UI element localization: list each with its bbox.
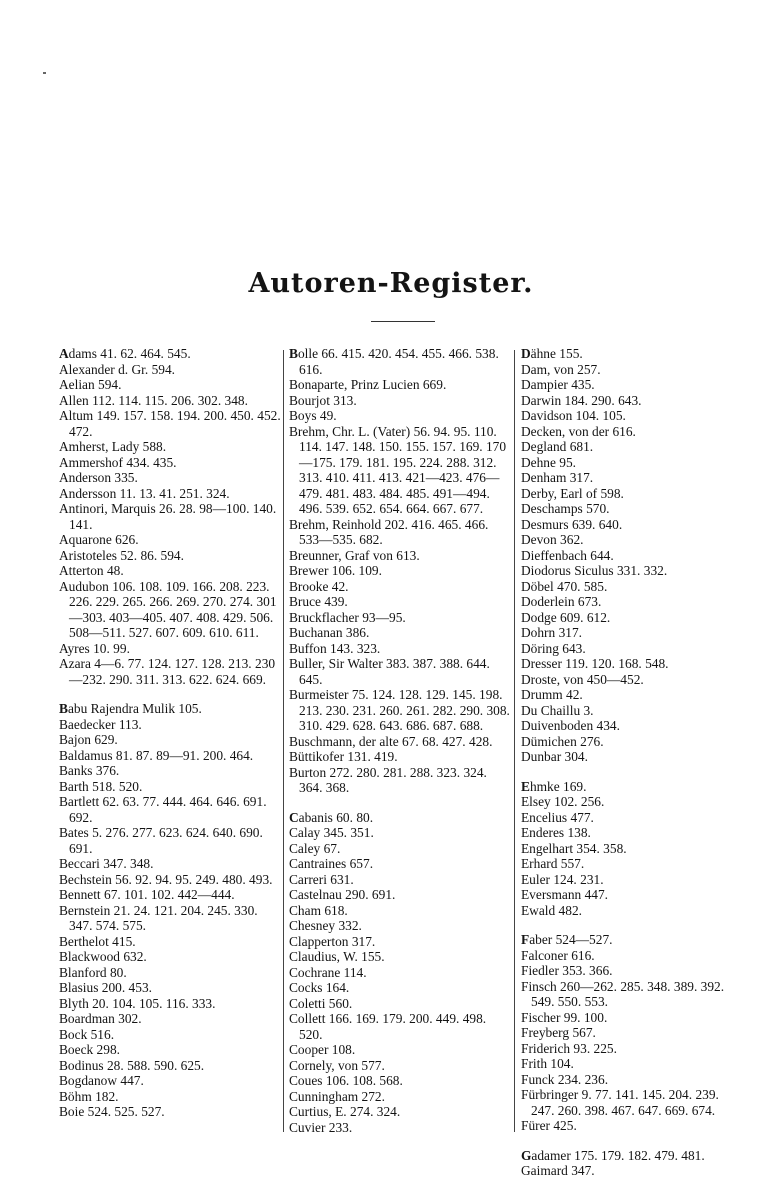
index-entry: Engelhart 354. 358. bbox=[521, 840, 627, 856]
index-entry: Bock 516. bbox=[59, 1026, 115, 1042]
index-entry: Dehne 95. bbox=[521, 454, 577, 470]
index-entry: Fischer 99. 100. bbox=[521, 1009, 608, 1025]
index-entry: Bolle 66. 415. 420. 454. 455. 466. 538. 616. bbox=[289, 346, 499, 377]
index-entry: Böhm 182. bbox=[59, 1088, 119, 1104]
index-entry: Enderes 138. bbox=[521, 825, 591, 840]
index-entry: Gadamer 175. 179. 182. 479. 481. bbox=[521, 1147, 705, 1163]
index-entry: Beccari 347. 348. bbox=[59, 856, 154, 871]
index-entry: Ehmke 169. bbox=[521, 778, 587, 794]
index-entry: Dampier 435. bbox=[521, 377, 595, 392]
index-entry: Du Chaillu 3. bbox=[521, 702, 594, 718]
index-entry: Deschamps 570. bbox=[521, 501, 610, 516]
index-entry: Burton 272. 280. 281. 288. 323. 324. 364. 368. bbox=[289, 764, 487, 795]
index-entry: Cuvier 233. bbox=[289, 1119, 353, 1135]
index-entry: Blasius 200. 453. bbox=[59, 980, 152, 995]
index-entry: Droste, von 450—452. bbox=[521, 671, 644, 687]
index-entry: Clapperton 317. bbox=[289, 933, 376, 949]
index-entry: Desmurs 639. 640. bbox=[521, 516, 623, 532]
index-entry: Coues 106. 108. 568. bbox=[289, 1073, 403, 1088]
index-entry: Caley 67. bbox=[289, 840, 341, 856]
index-entry: Cochrane 114. bbox=[289, 964, 367, 980]
index-entry: Boys 49. bbox=[289, 408, 337, 423]
index-entry: Bernstein 21. 24. 121. 204. 245. 330. 347. 574. 575. bbox=[59, 902, 258, 933]
index-entry: Brooke 42. bbox=[289, 578, 349, 594]
index-entry: Berthelot 415. bbox=[59, 933, 136, 949]
index-entry: Boardman 302. bbox=[59, 1011, 142, 1026]
index-entry: Faber 524—527. bbox=[521, 932, 613, 947]
index-entry: Duivenboden 434. bbox=[521, 718, 620, 733]
letter-group-gap bbox=[59, 687, 281, 701]
index-entry: Devon 362. bbox=[521, 532, 584, 547]
index-entry: Diodorus Siculus 331. 332. bbox=[521, 563, 668, 578]
index-entry: Calay 345. 351. bbox=[289, 825, 374, 840]
index-entry: Burmeister 75. 124. 128. 129. 145. 198. 213. 230. 231. 260. 261. 282. 290. 308. 310. 429. 628. 643. 686. 687. 688. bbox=[289, 687, 510, 733]
index-entry: Bruce 439. bbox=[289, 594, 348, 609]
index-entry: Cornely, von 577. bbox=[289, 1057, 385, 1073]
index-entry: Drumm 42. bbox=[521, 687, 583, 702]
index-entry: Degland 681. bbox=[521, 439, 594, 454]
index-entry: Cantraines 657. bbox=[289, 856, 374, 871]
index-entry: Elsey 102. 256. bbox=[521, 794, 605, 809]
index-entry: Bajon 629. bbox=[59, 732, 118, 747]
index-entry: Fiedler 353. 366. bbox=[521, 963, 613, 978]
index-entry: Boeck 298. bbox=[59, 1042, 120, 1057]
index-entry: Azara 4—6. 77. 124. 127. 128. 213. 230—232. 290. 311. 313. 622. 624. 669. bbox=[59, 656, 276, 687]
index-column-2 bbox=[289, 346, 511, 1135]
index-entry: Ewald 482. bbox=[521, 902, 582, 918]
index-entry: Euler 124. 231. bbox=[521, 871, 604, 887]
index-entry: Castelnau 290. 691. bbox=[289, 887, 396, 902]
index-entry: Brewer 106. 109. bbox=[289, 563, 382, 578]
index-entry: Dunbar 304. bbox=[521, 749, 588, 764]
title-rule bbox=[371, 321, 435, 322]
index-entry: Claudius, W. 155. bbox=[289, 949, 385, 964]
index-entry: Antinori, Marquis 26. 28. 98—100. 140. 141. bbox=[59, 501, 277, 532]
index-entry: Döbel 470. 585. bbox=[521, 578, 608, 594]
index-entry: Döring 643. bbox=[521, 640, 586, 656]
page-title: Autoren-Register. bbox=[248, 268, 534, 299]
index-entry: Altum 149. 157. 158. 194. 200. 450. 452. 472. bbox=[59, 408, 281, 439]
index-entry: Bonaparte, Prinz Lucien 669. bbox=[289, 377, 447, 392]
index-entry: Curtius, E. 274. 324. bbox=[289, 1104, 401, 1119]
index-entry: Andersson 11. 13. 41. 251. 324. bbox=[59, 485, 230, 501]
letter-group-gap bbox=[521, 918, 743, 932]
index-entry: Aelian 594. bbox=[59, 377, 122, 392]
index-entry: Cooper 108. bbox=[289, 1042, 356, 1057]
index-entry: Bodinus 28. 588. 590. 625. bbox=[59, 1057, 205, 1073]
index-entry: Cunningham 272. bbox=[289, 1088, 385, 1104]
index-entry: Aquarone 626. bbox=[59, 532, 139, 547]
index-entry: Allen 112. 114. 115. 206. 302. 348. bbox=[59, 392, 248, 408]
index-entry: Cham 618. bbox=[289, 902, 348, 918]
index-entry: Cocks 164. bbox=[289, 980, 350, 995]
index-entry: Bruckflacher 93—95. bbox=[289, 609, 406, 625]
letter-group-gap bbox=[521, 1134, 743, 1148]
index-entry: Buschmann, der alte 67. 68. 427. 428. bbox=[289, 733, 493, 749]
index-entry: Friderich 93. 225. bbox=[521, 1040, 617, 1056]
index-entry: Coletti 560. bbox=[289, 995, 353, 1011]
index-entry: Frith 104. bbox=[521, 1056, 574, 1071]
index-entry: Decken, von der 616. bbox=[521, 423, 636, 439]
index-entry: Breunner, Graf von 613. bbox=[289, 547, 420, 563]
index-entry: Dieffenbach 644. bbox=[521, 547, 614, 563]
index-entry: Dümichen 276. bbox=[521, 733, 604, 749]
letter-group-gap bbox=[521, 765, 743, 779]
index-entry: Banks 376. bbox=[59, 763, 120, 778]
index-entry: Blanford 80. bbox=[59, 964, 127, 980]
index-entry: Anderson 335. bbox=[59, 470, 138, 485]
index-entry: Encelius 477. bbox=[521, 809, 594, 825]
index-entry: Blackwood 632. bbox=[59, 949, 147, 964]
index-entry: Bechstein 56. 92. 94. 95. 249. 480. 493. bbox=[59, 871, 273, 887]
index-entry: Eversmann 447. bbox=[521, 887, 609, 902]
index-entry: Bennett 67. 101. 102. 442—444. bbox=[59, 887, 235, 902]
index-entry: Finsch 260—262. 285. 348. 389. 392. 549. 550. 553. bbox=[521, 978, 725, 1009]
index-entry: Derby, Earl of 598. bbox=[521, 485, 624, 501]
index-column-1 bbox=[59, 346, 281, 1120]
index-entry: Buffon 143. 323. bbox=[289, 640, 381, 656]
index-column-3 bbox=[521, 346, 743, 1179]
index-entry: Denham 317. bbox=[521, 470, 594, 485]
index-entry: Ammershof 434. 435. bbox=[59, 454, 177, 470]
index-entry: Boie 524. 525. 527. bbox=[59, 1104, 165, 1119]
index-entry: Fürer 425. bbox=[521, 1118, 577, 1133]
index-entry: Fürbringer 9. 77. 141. 145. 204. 239. 247. 260. 398. 467. 647. 669. 674. bbox=[521, 1087, 719, 1118]
index-entry: Bates 5. 276. 277. 623. 624. 640. 690. 691. bbox=[59, 825, 263, 856]
index-entry: Doderlein 673. bbox=[521, 594, 602, 609]
index-entry: Buller, Sir Walter 383. 387. 388. 644. 645. bbox=[289, 656, 490, 687]
scan-speck bbox=[43, 72, 46, 74]
index-entry: Cabanis 60. 80. bbox=[289, 809, 374, 825]
index-entry: Dohrn 317. bbox=[521, 625, 582, 640]
index-entry: Chesney 332. bbox=[289, 918, 362, 933]
index-entry: Bartlett 62. 63. 77. 444. 464. 646. 691. 692. bbox=[59, 794, 267, 825]
index-entry: Atterton 48. bbox=[59, 563, 124, 578]
index-entry: Dähne 155. bbox=[521, 346, 583, 361]
index-entry: Erhard 557. bbox=[521, 856, 585, 871]
index-entry: Babu Rajendra Mulik 105. bbox=[59, 701, 202, 716]
index-entry: Carreri 631. bbox=[289, 871, 354, 887]
index-entry: Amherst, Lady 588. bbox=[59, 439, 167, 454]
column-divider bbox=[514, 350, 515, 1132]
index-entry: Alexander d. Gr. 594. bbox=[59, 361, 176, 377]
column-divider bbox=[283, 350, 284, 1132]
index-entry: Falconer 616. bbox=[521, 947, 595, 963]
index-entry: Dam, von 257. bbox=[521, 361, 601, 377]
index-entry: Baldamus 81. 87. 89—91. 200. 464. bbox=[59, 747, 254, 763]
index-entry: Aristoteles 52. 86. 594. bbox=[59, 547, 184, 563]
index-entry: Buchanan 386. bbox=[289, 625, 370, 640]
index-entry: Darwin 184. 290. 643. bbox=[521, 392, 642, 408]
index-entry: Dodge 609. 612. bbox=[521, 609, 611, 625]
index-entry: Funck 234. 236. bbox=[521, 1071, 609, 1087]
index-entry: Brehm, Chr. L. (Vater) 56. 94. 95. 110. 114. 147. 148. 150. 155. 157. 169. 170—175. 179. 181. 195. 224. 288. 312. 313. 410. 411. 413. 421—423. 476—479. 481. 483. 484. 485. 491—494. 496. 539. 652. 654. 664. 667. 677. bbox=[289, 423, 507, 516]
index-entry: Blyth 20. 104. 105. 116. 333. bbox=[59, 995, 216, 1011]
index-entry: Audubon 106. 108. 109. 166. 208. 223. 226. 229. 265. 266. 269. 270. 274. 301—303. 403—405. 407. 408. 429. 506. 508—511. 527. 607. 609. 610. 611. bbox=[59, 578, 277, 640]
index-entry: Davidson 104. 105. bbox=[521, 408, 626, 423]
index-entry: Brehm, Reinhold 202. 416. 465. 466. 533—535. 682. bbox=[289, 516, 489, 547]
index-entry: Bourjot 313. bbox=[289, 392, 357, 408]
letter-group-gap bbox=[289, 796, 511, 810]
index-entry: Baedecker 113. bbox=[59, 716, 142, 732]
index-entry: Bogdanow 447. bbox=[59, 1073, 144, 1088]
index-entry: Büttikofer 131. 419. bbox=[289, 749, 398, 764]
index-entry: Adams 41. 62. 464. 545. bbox=[59, 346, 191, 361]
index-entry: Dresser 119. 120. 168. 548. bbox=[521, 656, 669, 671]
index-entry: Freyberg 567. bbox=[521, 1025, 596, 1040]
index-entry: Barth 518. 520. bbox=[59, 778, 143, 794]
index-entry: Collett 166. 169. 179. 200. 449. 498. 520. bbox=[289, 1011, 487, 1042]
index-entry: Ayres 10. 99. bbox=[59, 640, 130, 656]
index-entry: Gaimard 347. bbox=[521, 1163, 595, 1178]
